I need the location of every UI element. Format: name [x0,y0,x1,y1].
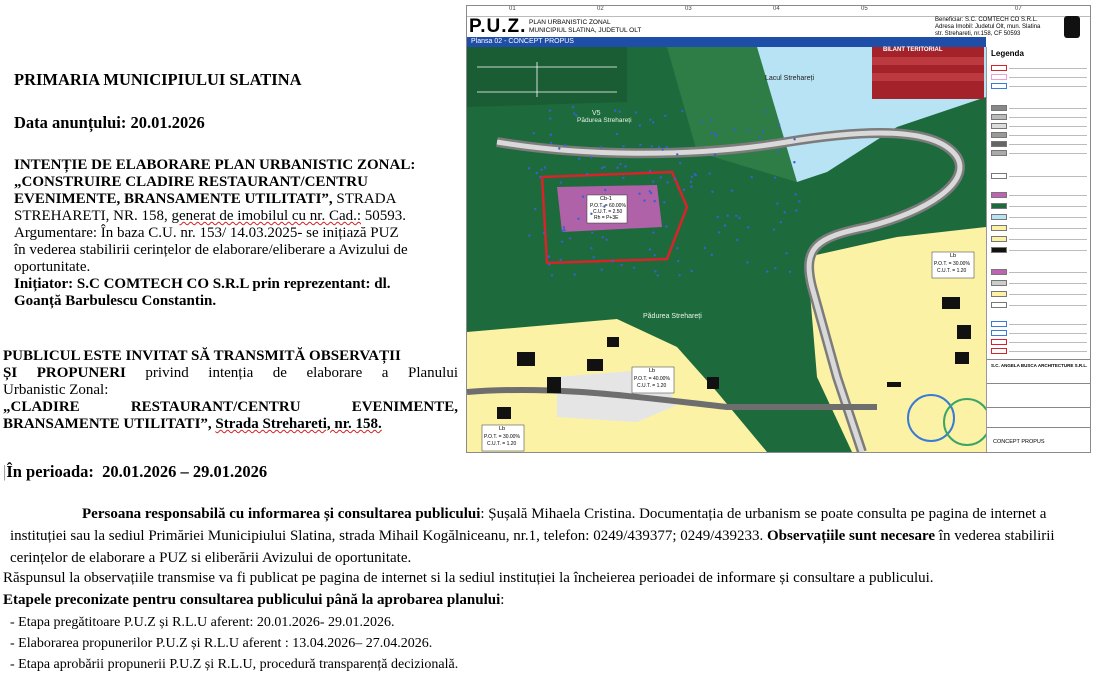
stages-title-text: Etapele preconizate pentru consultarea publicului până la aprobarea planului [3,592,501,608]
institution-title: PRIMARIA MUNICIPIULUI SLATINA [14,70,302,89]
tree-marker [735,215,737,217]
intent-line [14,208,458,225]
argument-line: în vederea stabilirii cerințelor de elaborare/eliberare a Avizului de [14,242,408,258]
legend-swatch [991,280,1007,286]
tree-marker [691,176,693,178]
zone-lb-right-name: Lb [950,253,957,259]
invitation-text: Strada Strehareti, nr. 158. [215,416,382,432]
tree-marker [676,153,678,155]
legend-swatch [991,330,1007,336]
stages-list [10,612,458,675]
tree-marker [714,154,716,156]
tree-marker [577,218,579,220]
tree-marker [657,274,659,276]
tree-marker [774,267,776,269]
observations-label: Observațiile sunt [766,528,877,544]
zone-lb-right-cut: C.U.T. = 1.20 [937,268,967,274]
tree-marker [694,173,696,175]
announcement-date [14,113,205,133]
tree-marker [664,115,666,117]
zone-cb1-rh: Rh = P+3E [594,215,619,221]
tree-marker [747,129,749,131]
sheet-title: Plansa 02 - CONCEPT PROPUS [471,38,574,45]
tree-marker [663,201,665,203]
tree-marker [738,217,740,219]
tree-marker [724,224,726,226]
tree-marker [710,132,712,134]
tree-marker [789,271,791,273]
invitation-text: privind intenția de elaborare a Planului [145,365,458,381]
plan-map [467,47,986,452]
tree-marker [649,248,651,250]
architect-name: S.C. ANGELA BUSCA ARCHITECTURE S.R.L. [991,363,1088,368]
tree-marker [710,119,712,121]
tree-marker [536,172,538,174]
legend-swatch [991,141,1007,147]
tree-marker [616,167,618,169]
legend-swatch [991,83,1007,89]
tree-marker [658,146,660,148]
intent-block [14,157,458,310]
property-address: Adresa Imobil: Judetul Olt, mun. Slatina [935,24,1041,30]
tree-marker [543,232,545,234]
tree-marker [558,147,560,149]
tree-marker [678,274,680,276]
tree-marker [731,190,733,192]
tree-marker [578,158,580,160]
tree-marker [572,106,574,108]
tree-marker [711,254,713,256]
puz-logo: P.U.Z. [469,16,527,37]
intent-text: generat de imobilul cu nr. Cad.: [171,208,362,224]
tree-marker [711,191,713,193]
tree-marker [544,166,546,168]
tree-marker [662,148,664,150]
tree-marker [564,144,566,146]
tree-marker [773,229,775,231]
tree-marker [793,161,795,163]
tree-marker [560,259,562,261]
concept-label: CONCEPT PROPUS [993,439,1045,445]
invitation-line [3,365,458,382]
tree-marker [679,162,681,164]
tree-marker [746,261,748,263]
tree-marker [547,256,549,258]
legend-swatch [991,173,1007,179]
invitation-line: PUBLICUL ESTE INVITAT SĂ TRANSMITĂ OBSERVAȚII [3,348,401,364]
beneficiary: Beneficiar: S.C. COMTECH CO S.R.L. [935,17,1038,23]
tree-marker [734,128,736,130]
legend-swatch [991,123,1007,129]
tree-marker [717,216,719,218]
tree-marker [654,270,656,272]
tree-marker [528,167,530,169]
plan-ruler [467,6,1090,17]
legend-swatch [991,214,1007,220]
invitation-block [3,348,458,433]
tree-marker [590,156,592,158]
announcement-date-value: 20.01.2026 [130,113,205,132]
tree-marker [652,181,654,183]
responsible-label: Persoana responsabilă cu informarea și consultarea publicului [82,506,481,522]
legend-swatch [991,105,1007,111]
stage-item: - Elaborarea propunerilor P.U.Z și R.L.U aferent : 13.04.2026– 27.04.2026. [10,636,433,651]
tree-marker [639,124,641,126]
tree-marker [701,121,703,123]
zone-lb-left-name: Lb [499,426,506,432]
tree-marker [774,177,776,179]
tree-marker [715,135,717,137]
stage-item: - Etapa aprobării propunerii P.U.Z și R.L.U, procedură transparență decizională. [10,657,459,672]
tree-marker [563,229,565,231]
legend-swatch [991,225,1007,231]
legend-swatch [991,74,1007,80]
tree-marker [549,109,551,111]
tree-marker [593,256,595,258]
tree-marker [649,170,651,172]
tree-marker [777,151,779,153]
tree-marker [683,189,685,191]
invitation-line: „CLADIRE RESTAURANT/CENTRU EVENIMENTE, [3,399,458,415]
zone-cb1-pot: P.O.T. = 60.00% [590,203,626,209]
responsible-paragraph [10,503,1098,569]
tree-marker [785,252,787,254]
ruler-mark: 04 [773,6,780,12]
argument-line: oportunitate. [14,259,91,275]
tree-marker [758,136,760,138]
tree-marker [677,260,679,262]
initiator-line: Inițiator: S.C COMTECH CO S.R.L prin reprezentant: dl. [14,276,391,292]
legend-swatch [991,114,1007,120]
tree-marker [704,247,706,249]
tree-marker [649,119,651,121]
tree-marker [708,172,710,174]
intent-text: STRADA [336,191,397,207]
tree-marker [549,117,551,119]
tree-marker [600,146,602,148]
legend-swatch [991,291,1007,297]
intent-line [14,191,458,208]
forest-label-bottom: Pădurea Strehareți [643,313,702,320]
tree-marker [619,163,621,165]
tree-marker [620,264,622,266]
ruler-mark: 02 [597,6,604,12]
invitation-line: Urbanistic Zonal: [3,382,109,398]
legend-swatch [991,236,1007,242]
tree-marker [540,169,542,171]
tree-marker [550,142,552,144]
tree-marker [793,138,795,140]
legend-swatch [991,203,1007,209]
tree-marker [652,121,654,123]
initiator-line: Goanță Barbulescu Constantin. [14,293,217,309]
legend-swatch [991,247,1007,253]
plan-legend [986,47,1091,452]
lake-label: Lacul Strehareți [765,75,815,82]
tree-marker [654,254,656,256]
tree-marker [690,181,692,183]
tree-marker [681,110,683,112]
road-section-area [467,47,627,107]
tree-marker [561,241,563,243]
tree-marker [573,112,575,114]
forest-code: V5 [592,110,601,117]
legend-swatch [991,132,1007,138]
bilant-title: BILANT TERITORIAL [883,47,943,53]
tree-marker [622,145,624,147]
tree-marker [747,226,749,228]
tree-marker [528,234,530,236]
tree-marker [601,167,603,169]
tree-marker [590,247,592,249]
stages-title [3,592,504,609]
tree-marker [651,145,653,147]
tree-marker [604,189,606,191]
puz-title: PLAN URBANISTIC ZONAL [529,19,611,26]
tree-marker [665,225,667,227]
tree-marker [591,232,593,234]
forest-label-top: Pădurea Strehareți [577,117,632,124]
tree-marker [778,124,780,126]
tree-marker [676,247,678,249]
zone-lb-left-pot: P.O.T. = 30.00% [484,434,520,440]
responsible-text: : Șușală Mihaela Cristina. Documentația de urbanism se poate consulta pe pagina de [480,506,987,522]
tree-marker [718,231,720,233]
tree-marker [586,173,588,175]
ruler-mark: 07 [1015,6,1022,12]
legend-swatch [991,348,1007,354]
tree-marker [751,176,753,178]
tree-marker [582,196,584,198]
intent-text: STREHARETI, NR. 158, [14,208,168,224]
tree-marker [618,111,620,113]
legend-swatch [991,269,1007,275]
intent-line: INTENȚIE DE ELABORARE PLAN URBANISTIC ZONAL: [14,157,416,173]
tree-marker [762,131,764,133]
legend-swatch [991,150,1007,156]
tree-marker [736,239,738,241]
responsible-text: internet a instituției sau la sediul Primăriei Municipiului Slatina, strada Mihail Kogălniceanu, nr.1, telefon: 0249/439377; 0249/439233. [10,506,1047,544]
stamp-icon [943,398,991,446]
tree-marker [654,200,656,202]
tree-marker [674,178,676,180]
intent-line: „CONSTRUIRE CLADIRE RESTAURANT/CENTRU [14,174,368,190]
zone-lb-mid-cut: C.U.T. = 1.20 [637,383,667,389]
stage-item: - Etapa pregătitoare P.U.Z și R.L.U aferent: 20.01.2026- 29.01.2026. [10,615,395,630]
tree-marker [560,181,562,183]
tree-marker [798,200,800,202]
property-street: str. Strehareti, nr.158, CF 50593 [935,31,1021,37]
ruler-mark: 03 [685,6,692,12]
period: |În perioada: 20.01.2026 – 29.01.2026 [3,462,268,481]
zone-cb1-name: Cb-1 [600,196,612,202]
response-note: Răspunsul la observațiile transmise va fi publicat pe pagina de internet si la sediul instituției la încheierea perioadei de informare și consultare a publicului. [3,570,934,586]
tree-marker [776,202,778,204]
necessary-label: necesare [880,528,936,544]
invitation-line [3,416,458,433]
tree-marker [534,208,536,210]
intent-text: EVENIMENTE, BRANSAMENTE UTILITATI”, [14,191,333,207]
tree-marker [548,263,550,265]
tree-marker [563,226,565,228]
tree-marker [660,176,662,178]
tree-marker [795,209,797,211]
tree-marker [638,193,640,195]
tree-marker [649,190,651,192]
puz-subtitle: MUNICIPIUL SLATINA, JUDETUL OLT [529,27,642,34]
tree-marker [624,165,626,167]
tree-marker [635,111,637,113]
tree-marker [691,270,693,272]
zone-lb-left-cut: C.U.T. = 1.20 [487,441,517,447]
tree-marker [614,110,616,112]
puz-plan-drawing [466,5,1091,453]
tree-marker [666,181,668,183]
tree-marker [795,193,797,195]
tree-marker [611,260,613,262]
argument-line: Argumentare: În baza C.U. nr. 153/ 14.03.2025- se inițiază PUZ [14,225,399,241]
tree-marker [652,231,654,233]
legend-swatch [991,339,1007,345]
tree-marker [643,199,645,201]
zone-lb-mid-name: Lb [649,368,656,374]
tree-marker [605,239,607,241]
tree-marker [690,186,692,188]
tree-marker [764,111,766,113]
invitation-text: BRANSAMENTE UTILITATI”, [3,416,212,432]
intent-text: 50593. [364,208,407,224]
responsible-text: în vederea stabilirii cerințelor de elaborare a PUZ si eliberării Avizului de oportunitate. [10,528,1055,566]
legend-swatch [991,65,1007,71]
legend-swatch [991,192,1007,198]
announcement-label: Data anunțului: [14,113,127,132]
legend-title: Legenda [991,49,1024,58]
tree-marker [766,270,768,272]
tree-marker [551,274,553,276]
tree-marker [616,133,618,135]
logo-icon [1064,16,1080,38]
tree-marker [639,144,641,146]
tree-marker [574,273,576,275]
tree-marker [633,267,635,269]
ruler-mark: 01 [509,6,516,12]
tree-marker [539,176,541,178]
invitation-text: ȘI PROPUNERI [3,365,126,381]
zone-lb-mid-pot: P.O.T. = 40.00% [634,376,670,382]
tree-marker [569,237,571,239]
tree-marker [601,268,603,270]
tree-marker [665,146,667,148]
legend-swatch [991,321,1007,327]
tree-marker [602,236,604,238]
period-range: 20.01.2026 – 29.01.2026 [102,462,268,481]
tree-marker [550,134,552,136]
tree-marker [780,221,782,223]
period-label: În perioada: [6,462,94,481]
ruler-mark: 05 [861,6,868,12]
tree-marker [727,215,729,217]
legend-swatch [991,302,1007,308]
tree-marker [622,177,624,179]
zone-lb-right-pot: P.O.T. = 30.00% [934,261,970,267]
tree-marker [603,166,605,168]
zone-cb1-cut: C.U.T. = 2.50 [593,209,623,215]
tree-marker [784,211,786,213]
stages-colon: : [500,592,505,608]
tree-marker [533,132,535,134]
